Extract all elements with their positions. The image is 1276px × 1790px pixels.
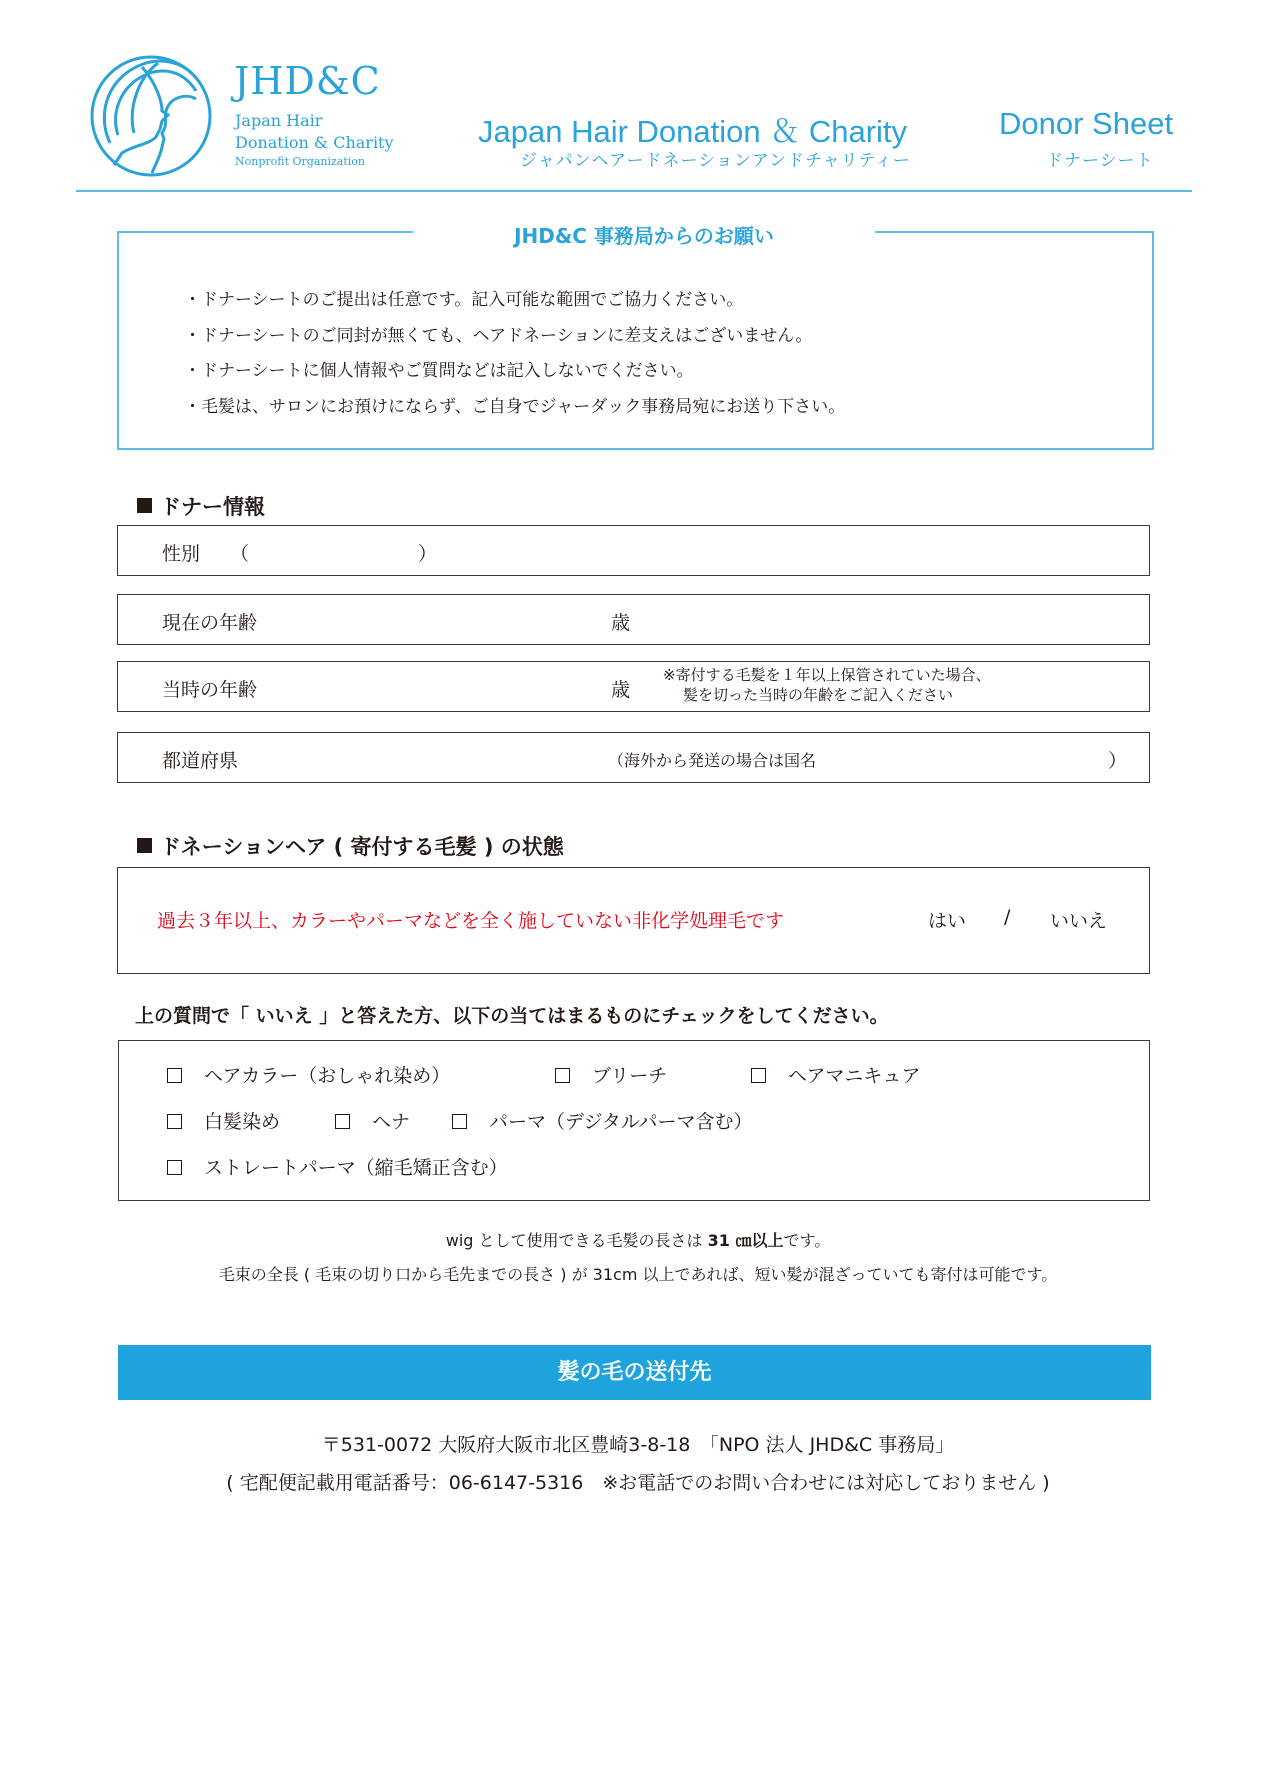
checkbox-label: ブリーチ — [592, 1065, 668, 1087]
gender-label: 性別 — [162, 543, 201, 565]
age-at-cut-note — [663, 665, 991, 705]
age-at-cut-unit: 歳 — [611, 679, 631, 701]
checkbox-icon[interactable] — [167, 1114, 182, 1129]
answer-separator: / — [1004, 906, 1011, 928]
notice-title: JHD&C 事務局からのお願い — [514, 224, 774, 248]
treatment-checklist — [118, 1040, 1150, 1201]
age-at-cut-note-line2: 髪を切った当時の年齢をご記入ください — [683, 686, 954, 704]
sheet-title-en: Donor Sheet — [999, 106, 1174, 141]
age-at-cut-field[interactable] — [117, 661, 1150, 712]
non-chemical-question: 過去３年以上、カラーやパーマなどを全く施していない非化学処理毛です — [157, 910, 785, 932]
prefecture-close-paren: ） — [1108, 750, 1128, 772]
checkbox-icon[interactable] — [335, 1114, 350, 1129]
notice-item: ・ドナーシートのご提出は任意です。記入可能な範囲でご協力ください。 — [184, 290, 744, 310]
checkbox-manicure[interactable] — [751, 1061, 920, 1088]
hair-condition-heading-text: ドネーションヘア ( 寄付する毛髪 ) の状態 — [160, 835, 564, 859]
prefecture-field[interactable] — [117, 732, 1150, 783]
wig-length-note-pre: wig として使用できる毛髪の長さは — [445, 1231, 708, 1250]
checkbox-label: ストレートパーマ（縮毛矯正含む） — [204, 1157, 508, 1179]
wig-length-note — [0, 1228, 1276, 1251]
checkbox-label: ヘナ — [372, 1111, 411, 1133]
shipping-phone: ( 宅配便記載用電話番号：06-6147-5316 ※お電話でのお問い合わせには対応しておりません ) — [226, 1472, 1050, 1494]
logo-subtitle-line2: Donation & Charity — [235, 133, 394, 152]
overseas-note: （海外から発送の場合は国名 — [608, 751, 817, 770]
checkbox-bleach[interactable] — [555, 1061, 667, 1088]
checkbox-straight-perm[interactable] — [167, 1153, 508, 1180]
answer-no[interactable]: いいえ — [1050, 910, 1108, 932]
current-age-field[interactable] — [117, 594, 1150, 645]
gender-close-paren: ） — [418, 543, 438, 565]
checkbox-label: ヘアマニキュア — [788, 1065, 921, 1087]
gender-field[interactable] — [117, 525, 1150, 576]
shipping-title: 髪の毛の送付先 — [557, 1360, 712, 1385]
checkbox-label: パーマ（デジタルパーマ含む） — [489, 1111, 753, 1133]
notice-item: ・ドナーシートに個人情報やご質問などは記入しないでください。 — [184, 361, 694, 381]
checkbox-perm[interactable] — [452, 1107, 753, 1134]
header-divider — [76, 190, 1192, 192]
followup-instruction: 上の質問で「 いいえ 」と答えた方、以下の当てはまるものにチェックをしてください。 — [135, 1005, 889, 1027]
shipping-banner — [118, 1345, 1151, 1400]
donor-info-heading-text: ドナー情報 — [160, 495, 265, 519]
wig-length-min: 31 ㎝以上 — [707, 1231, 784, 1250]
sheet-title-kana: ドナーシート — [1046, 151, 1154, 171]
bundle-length-note: 毛束の全長 ( 毛束の切り口から毛先までの長さ ) が 31cm 以上であれば、短い髪が混ざっていても寄付は可能です。 — [218, 1265, 1058, 1284]
prefecture-label: 都道府県 — [162, 750, 239, 772]
notice-item: ・ドナーシートのご同封が無くても、ヘアドネーションに差支えはございません。 — [184, 325, 813, 346]
checkbox-henna[interactable] — [335, 1107, 410, 1134]
logo-npo-label: Nonprofit Organization — [235, 155, 365, 168]
age-at-cut-label: 当時の年齢 — [162, 679, 258, 701]
logo-title: JHD&C — [234, 59, 381, 103]
org-name-en: Japan Hair Donation ＆ Charity — [478, 114, 908, 149]
donor-info-heading — [137, 491, 265, 521]
notice-box-top-right-border — [875, 231, 1152, 233]
square-bullet-icon — [137, 838, 152, 853]
current-age-unit: 歳 — [611, 612, 631, 634]
hair-condition-heading — [137, 831, 564, 861]
current-age-label: 現在の年齢 — [162, 612, 258, 634]
wig-length-note-post: です。 — [783, 1231, 831, 1250]
hair-condition-box — [117, 867, 1150, 974]
notice-item: ・毛髪は、サロンにお預けにならず、ご自身でジャーダック事務局宛にお送り下さい。 — [184, 396, 846, 417]
checkbox-icon[interactable] — [167, 1068, 182, 1083]
org-name-kana: ジャパンヘアードネーションアンドチャリティー — [520, 151, 911, 171]
checkbox-label: ヘアカラー（おしゃれ染め） — [204, 1065, 451, 1087]
notice-box-top-left-border — [117, 231, 413, 233]
notice-list — [184, 283, 845, 425]
checkbox-icon[interactable] — [751, 1068, 766, 1083]
gender-open-paren: （ — [230, 543, 250, 565]
age-at-cut-note-line1: ※寄付する毛髪を１年以上保管されていた場合、 — [663, 666, 991, 684]
checkbox-label: 白髪染め — [204, 1111, 281, 1133]
checkbox-icon[interactable] — [452, 1114, 467, 1129]
checkbox-icon[interactable] — [555, 1068, 570, 1083]
square-bullet-icon — [137, 498, 152, 513]
answer-yes[interactable]: はい — [928, 910, 967, 932]
checkbox-hair-color[interactable] — [167, 1061, 450, 1088]
shipping-address: 〒531-0072 大阪府大阪市北区豊崎3-8-18 「NPO 法人 JHD&C 事務局」 — [321, 1434, 955, 1456]
checkbox-gray-dye[interactable] — [167, 1107, 280, 1134]
logo-subtitle-line1: Japan Hair — [235, 111, 323, 130]
checkbox-icon[interactable] — [167, 1160, 182, 1175]
logo-subtitle — [235, 110, 394, 154]
jhdc-logo-icon — [88, 53, 214, 179]
